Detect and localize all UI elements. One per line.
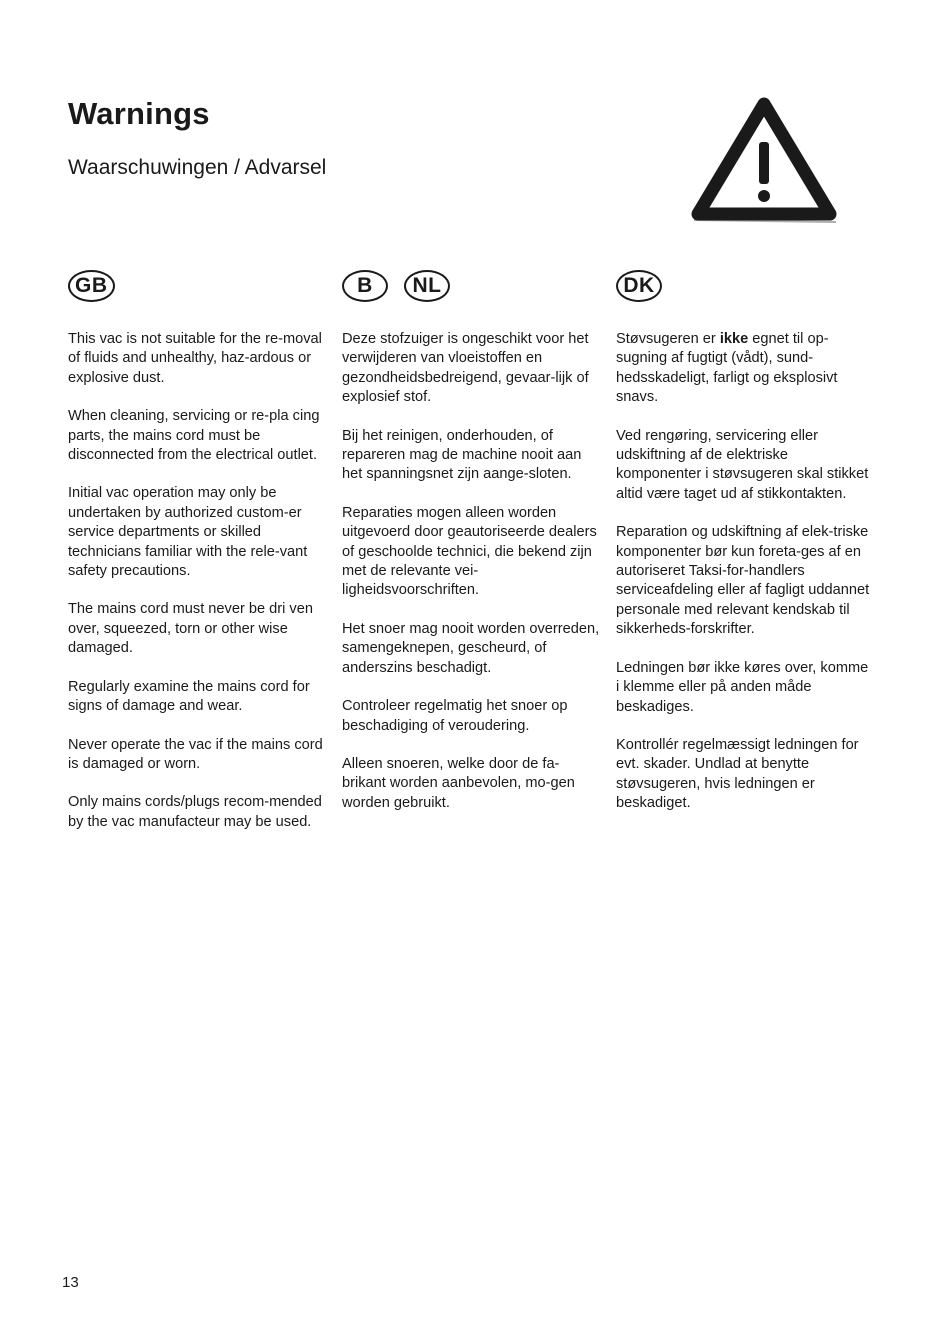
paragraph-text: Støvsugeren er (616, 331, 720, 347)
page-number: 13 (62, 1274, 79, 1291)
paragraph: Controleer regelmatig het snoer op beschadiging of veroudering. (342, 698, 568, 734)
paragraph: Only mains cords/plugs recom-mended by the vac manufacteur may be used. (68, 794, 322, 830)
language-badge-dk: DK (616, 270, 662, 302)
paragraph: Alleen snoeren, welke door de fa-brikant worden aanbevolen, mo-gen worden gebruikt. (342, 755, 575, 811)
paragraph: Ledningen bør ikke køres over, komme i klemme eller på anden måde beskadiges. (616, 659, 869, 715)
language-badges-nl (342, 266, 600, 306)
column-dk (616, 266, 874, 833)
paragraph: Reparaties mogen alleen worden uitgevoerd door geautoriseerde dealers of geschoolde technici, die bekend zijn met de relevante vei-ligheidsvoorschriften. (342, 504, 597, 599)
paragraph: This vac is not suitable for the re-moval of fluids and unhealthy, haz-ardous or explosive dust. (68, 331, 322, 386)
language-badge-gb: GB (68, 270, 115, 302)
column-gb (68, 266, 326, 851)
paragraph: Kontrollér regelmæssigt ledningen for evt. skader. Undlad at benytte støvsugeren, hvis ledningen er beskadiget. (616, 736, 859, 812)
page-title: Warnings (68, 96, 210, 131)
paragraph (616, 330, 874, 408)
paragraph: Bij het reinigen, onderhouden, of repareren mag de machine nooit aan het spanningsnet zijn aange-sloten. (342, 427, 582, 483)
paragraph-emphasis: ikke (719, 331, 749, 347)
paragraph: The mains cord must never be dri ven over, squeezed, torn or other wise damaged. (68, 601, 313, 657)
paragraph: Reparation og udskiftning af elek-triske komponenter bør kun foreta-ges af en autoriseret Taksi-for-handlers serviceafdeling eller af fagligt uddannet personale med relevant kendskab til sikkerheds-forskrifter. (616, 524, 870, 638)
paragraph: Het snoer mag nooit worden overreden, samengeknepen, gescheurd, of anderszins beschadigt. (342, 620, 600, 676)
paragraph: Never operate the vac if the mains cord is damaged or worn. (68, 736, 323, 772)
paragraph: Regularly examine the mains cord for signs of damage and wear. (68, 678, 310, 715)
paragraph: When cleaning, servicing or re-pla cing parts, the mains cord must be disconnected from the electrical outlet. (68, 408, 320, 464)
language-badge-nl: NL (404, 270, 450, 302)
language-badge-b: B (342, 270, 388, 302)
page-subtitle: Waarschuwingen / Advarsel (68, 156, 327, 179)
language-badges-gb (68, 266, 326, 306)
language-badges-dk (616, 266, 874, 306)
column-nl (342, 266, 600, 832)
paragraph: Deze stofzuiger is ongeschikt voor het verwijderen van vloeistoffen en gezondheidsbedreigend, gevaar-lijk of explosief stof. (342, 331, 589, 406)
paragraph: Ved rengøring, servicering eller udskiftning af de elektriske komponenter i støvsugeren skal stikket altid være taget ud af stikkontakten. (616, 427, 869, 502)
paragraph-text: egnet til op-sugning af fugtigt (vådt), sund-hedsskadeligt, farligt og eksplosivt snavs. (616, 331, 838, 406)
paragraph: Initial vac operation may only be undertaken by authorized custom-er service departments or skilled technicians familiar with the rele-vant safety precautions. (68, 485, 308, 580)
warning-triangle-icon (690, 96, 838, 228)
